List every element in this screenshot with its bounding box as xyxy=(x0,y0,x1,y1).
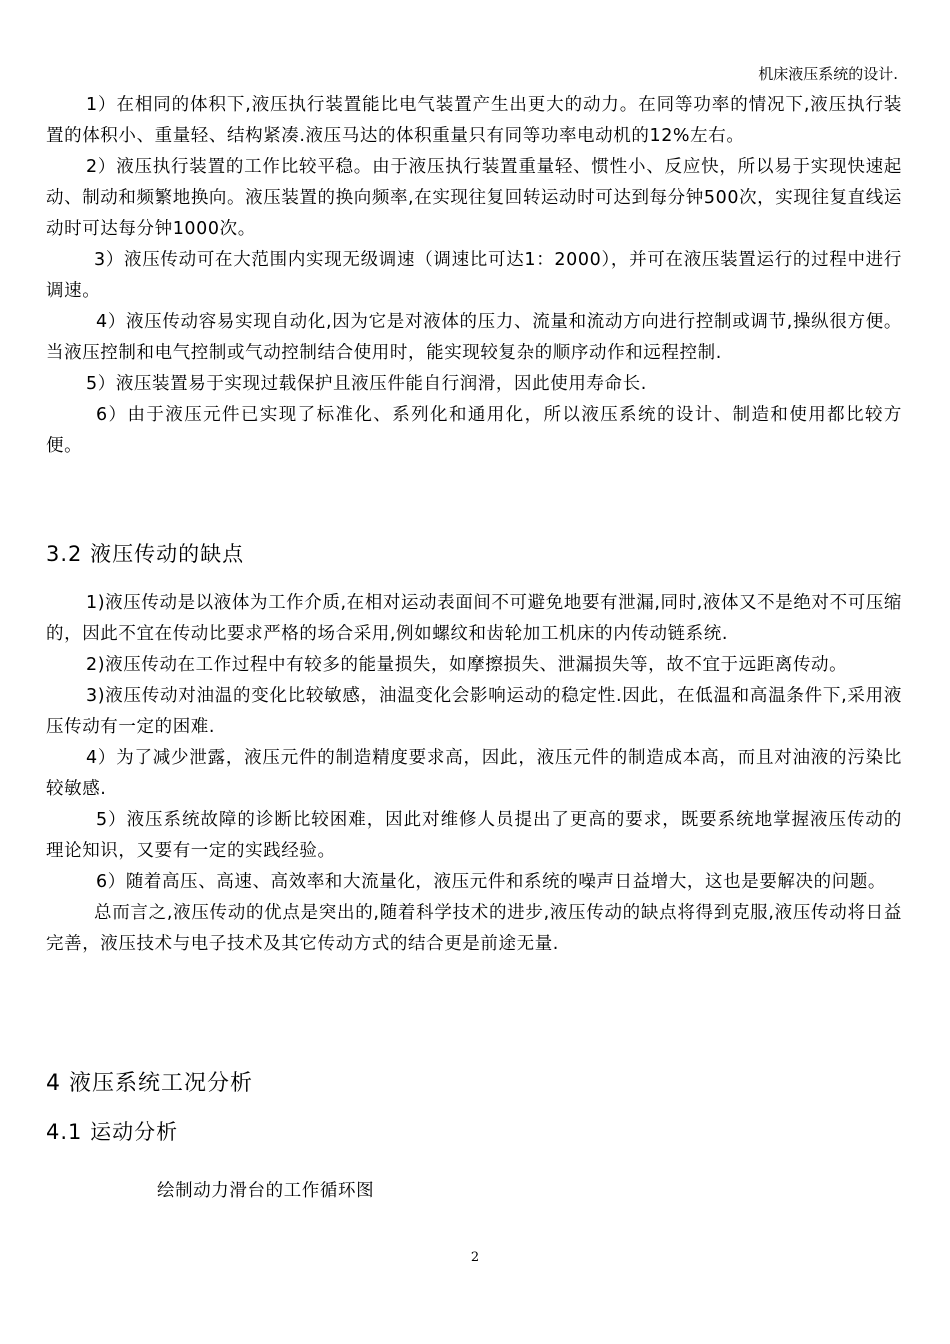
disadvantage-paragraph: 5）液压系统故障的诊断比较困难，因此对维修人员提出了更高的要求，既要系统地掌握液压传动的理论知识，又要有一定的实践经验。 xyxy=(46,810,902,861)
page-number: 2 xyxy=(470,1250,480,1265)
disadvantage-paragraph: 3)液压传动对油温的变化比较敏感，油温变化会影响运动的稳定性.因此，在低温和高温条件下,采用液压传动有一定的困难. xyxy=(46,686,902,737)
advantage-paragraph: 4）液压传动容易实现自动化,因为它是对液体的压力、流量和流动方向进行控制或调节,操纵很方便。当液压控制和电气控制或气动控制结合使用时，能实现较复杂的顺序动作和远程控制. xyxy=(46,312,902,363)
advantage-paragraph: 5）液压装置易于实现过载保护且液压件能自行润滑，因此使用寿命长. xyxy=(86,374,647,394)
disadvantages-list xyxy=(46,588,902,960)
summary-paragraph: 总而言之,液压传动的优点是突出的,随着科学技术的进步,液压传动的缺点将得到克服,液压传动将日益完善，液压技术与电子技术及其它传动方式的结合更是前途无量. xyxy=(46,903,902,954)
section-heading-4: 4 液压系统工况分析 xyxy=(46,1071,253,1096)
disadvantage-paragraph: 1)液压传动是以液体为工作介质,在相对运动表面间不可避免地要有泄漏,同时,液体又不是绝对不可压缩的，因此不宜在传动比要求严格的场合采用,例如螺纹和齿轮加工机床的内传动链系统. xyxy=(46,593,902,644)
running-header: 机床液压系统的设计. xyxy=(758,65,898,83)
disadvantage-paragraph: 4）为了减少泄露，液压元件的制造精度要求高，因此，液压元件的制造成本高，而且对油液的污染比较敏感. xyxy=(46,748,902,799)
disadvantage-paragraph: 2)液压传动在工作过程中有较多的能量损失，如摩擦损失、泄漏损失等，故不宜于远距离传动。 xyxy=(86,655,848,675)
disadvantage-paragraph: 6）随着高压、高速、高效率和大流量化，液压元件和系统的噪声日益增大，这也是要解决的问题。 xyxy=(96,872,887,892)
advantage-paragraph: 3）液压传动可在大范围内实现无级调速（调速比可达1：2000），并可在液压装置运行的过程中进行调速。 xyxy=(46,250,902,301)
section-heading-3-2: 3.2 液压传动的缺点 xyxy=(46,542,245,566)
advantage-paragraph: 1）在相同的体积下,液压执行装置能比电气装置产生出更大的动力。在同等功率的情况下,液压执行装置的体积小、重量轻、结构紧凑.液压马达的体积重量只有同等功率电动机的12%左右。 xyxy=(46,95,902,146)
advantage-paragraph: 6）由于液压元件已实现了标准化、系列化和通用化，所以液压系统的设计、制造和使用都比较方便。 xyxy=(46,405,902,456)
figure-caption: 绘制动力滑台的工作循环图 xyxy=(157,1181,375,1201)
section-heading-4-1: 4.1 运动分析 xyxy=(46,1120,179,1144)
advantages-list xyxy=(46,90,902,462)
advantage-paragraph: 2）液压执行装置的工作比较平稳。由于液压执行装置重量轻、惯性小、反应快，所以易于实现快速起动、制动和频繁地换向。液压装置的换向频率,在实现往复回转运动时可达到每分钟500次，实现往复直线运动时可达每分钟1000次。 xyxy=(46,157,902,239)
